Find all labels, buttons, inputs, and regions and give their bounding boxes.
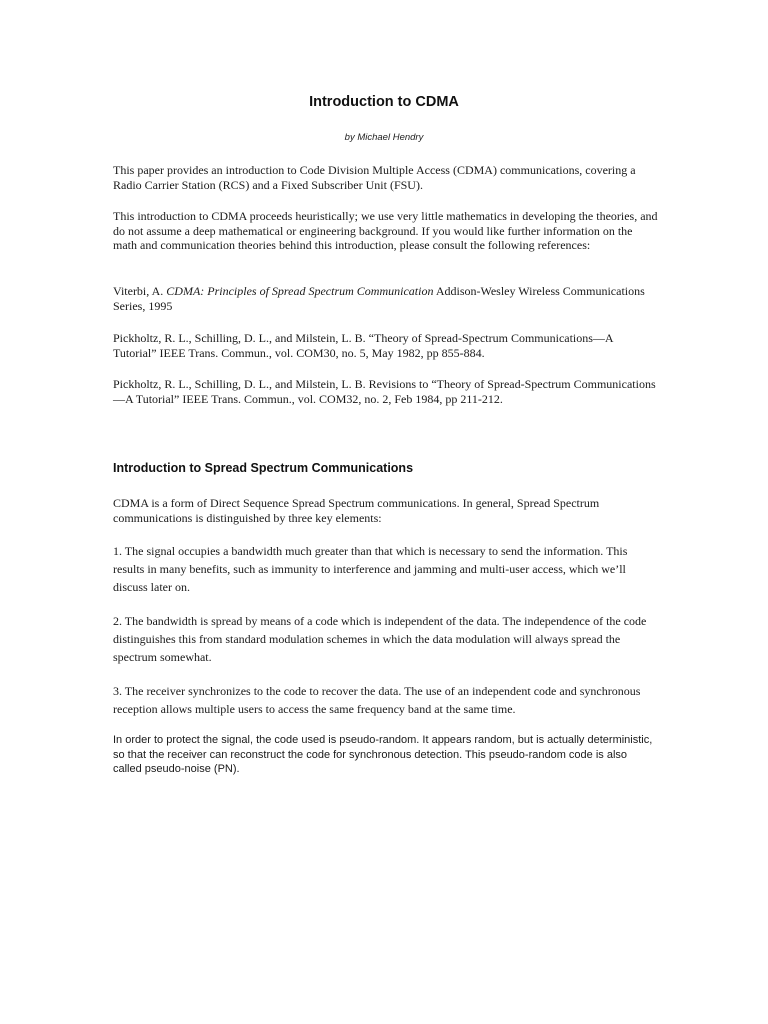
reference-author: Viterbi, A. <box>113 284 164 298</box>
reference-publisher: Addison-Wesley Wireless Communications Series, 1995 <box>113 284 645 313</box>
section-intro-paragraph: CDMA is a form of Direct Sequence Spread Spectrum communications. In general, Spread Spectrum communications is distinguished by three key elements: <box>113 496 600 525</box>
intro-paragraph: This paper provides an introduction to Code Division Multiple Access (CDMA) communications, covering a Radio Carrier Station (RCS) and a Fixed Subscriber Unit (FSU). <box>113 163 636 192</box>
reference-pickholtz-1982: Pickholtz, R. L., Schilling, D. L., and Milstein, L. B. “Theory of Spread-Spectrum Communications—A Tutorial” IEEE Trans. Commun., vol. COM30, no. 5, May 1982, pp 855-884. <box>113 331 613 360</box>
closing-paragraph: In order to protect the signal, the code used is pseudo-random. It appears random, but is actually deterministic, so that the receiver can reconstruct the code for synchronous detection. This pseudo-random code is also called pseudo-noise (PN). <box>113 734 653 775</box>
reference-book-title: CDMA: Principles of Spread Spectrum Communication <box>166 284 434 298</box>
document-title: Introduction to CDMA <box>309 94 459 110</box>
section-heading: Introduction to Spread Spectrum Communications <box>113 461 414 475</box>
reference-pickholtz-1984: Pickholtz, R. L., Schilling, D. L., and Milstein, L. B. Revisions to “Theory of Spread-Spectrum Communications—A Tutorial” IEEE Trans. Commun., vol. COM32, no. 2, Feb 1984, pp 211-212. <box>113 377 656 406</box>
element-item-1: 1. The signal occupies a bandwidth much greater than that which is necessary to send the information. This results in many benefits, such as immunity to interference and jamming and multi-user access, which we’ll discuss later on. <box>113 544 628 594</box>
approach-paragraph: This introduction to CDMA proceeds heuristically; we use very little mathematics in developing the theories, and do not assume a deep mathematical or engineering background. If you would like further information on the math and communication theories behind this introduction, please consult the following references: <box>113 209 658 252</box>
reference-viterbi <box>113 284 658 313</box>
element-item-3: 3. The receiver synchronizes to the code to recover the data. The use of an independent code and synchronous reception allows multiple users to access the same frequency band at the same time. <box>113 684 641 716</box>
author-byline: by Michael Hendry <box>344 132 424 143</box>
element-item-2: 2. The bandwidth is spread by means of a code which is independent of the data. The independence of the code distinguishes this from standard modulation schemes in which the data modulation will always spread the spectrum somewhat. <box>113 614 647 664</box>
